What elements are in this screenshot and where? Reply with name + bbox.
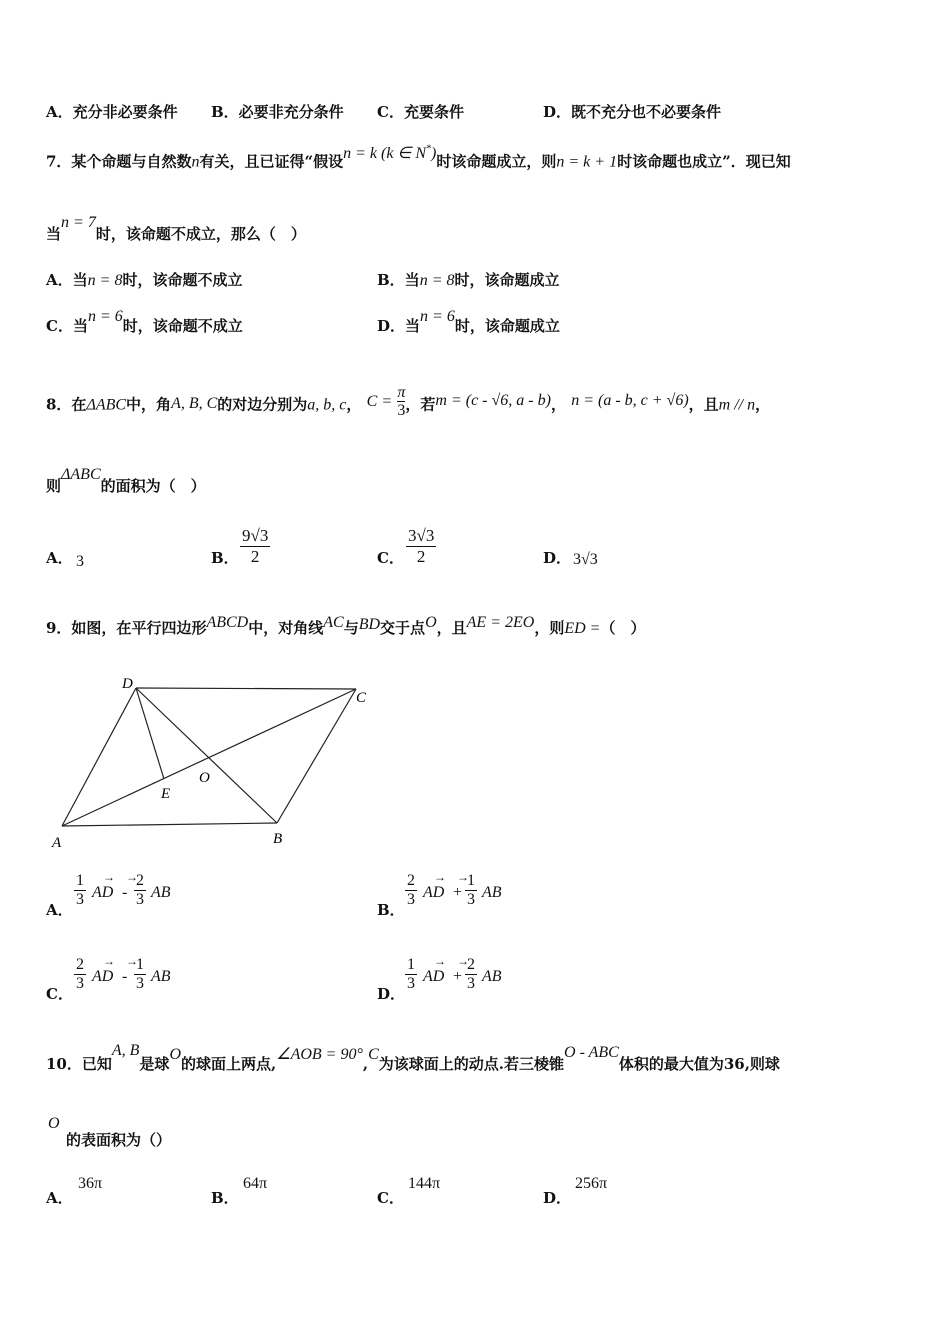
q7-option-a: A．当n = 8时，该命题不成立 [46,271,243,289]
q7-assumption: n = k (k ∈ N*) [343,144,437,163]
q8-pi-over-3: $\frac{\pi}{3}$ [397,384,406,419]
q7-text: 时该命题也成立”．现已知 [617,152,791,171]
q7-n: n [191,153,200,171]
coef-2: $\frac{2}{3}$ [467,956,475,992]
vector-ab: → AB [126,870,171,901]
q10-option-c: C． [377,1189,404,1207]
q7-option-b: B．当n = 8时，该命题成立 [377,271,560,289]
q7-text: 有关，且已证得“假设 [199,152,344,171]
q8-stem-line2: 则ΔABC的面积为（ ） [46,466,206,495]
q7-next: n = k + 1 [556,153,618,171]
q10-stem-line2: O 的表面积为（） [48,1115,172,1149]
vector-ad: → AD [92,954,115,985]
label-b: B [273,831,283,847]
q6-option-a: A．充分非必要条件 [46,103,178,121]
q10-option-b: B． [211,1189,239,1207]
operator: - [122,968,128,985]
q8-option-c-fraction: $\frac{3√3}{2}$ [408,526,435,566]
q9-stem: 9．如图，在平行四边形ABCD中，对角线AC与BD交于点O，且AE = 2EO，则ED =（ ） [46,614,646,637]
q10-option-d: D． [543,1189,572,1207]
vector-ad: → AD [423,870,446,901]
vector-ab: → AB [457,870,502,901]
option-label: D． [377,985,406,1003]
option-label: C． [46,985,73,1003]
coef-1: $\frac{1}{3}$ [76,872,84,908]
coef-2: $\frac{1}{3}$ [136,956,144,992]
coef-1: $\frac{1}{3}$ [407,956,415,992]
q10-option-c-value: 144π [408,1175,441,1192]
operator: + [453,884,463,901]
q6-option-c: C．充要条件 [377,103,464,121]
q8-vector-n: n = (a - b, c + √6) [571,391,689,409]
label-d: D [122,676,133,692]
q8-option-b: B． [211,549,239,567]
q8-triangle: ΔABC [86,396,127,414]
q7-stem-line2: 当n = 7时，该命题不成立，那么（ ） [46,214,306,243]
q7-text: 7．某个命题与自然数 [46,152,192,171]
coef-2: $\frac{2}{3}$ [136,872,144,908]
q7-n7: n = 7 [61,214,96,231]
q7-stem-line1 [46,144,791,172]
label-o: O [199,770,210,786]
q6-option-b: B．必要非充分条件 [211,103,344,121]
operator: + [453,968,463,985]
q8-stem-line1: 8．在ΔABC中，角A, B, C的对边分别为a, b, c， C = $\frac{\pi}{3}$ ，若m = (c - √6, a - b)， n = (a - b, c + √6)，且m // n， [46,384,771,419]
label-a: A [52,835,62,851]
q8-option-d: D． [543,549,572,567]
q6-option-d: D．既不充分也不必要条件 [543,103,722,121]
option-label: A． [46,901,73,919]
q8-option-a-value: 3 [76,553,84,570]
operator: - [122,884,128,901]
vector-ad: → AD [92,870,115,901]
vector-ad: → AD [423,954,446,985]
q8-vector-m: m = (c - √6, a - b) [435,391,551,409]
q8-sides: a, b, c [307,396,347,414]
coef-1: $\frac{2}{3}$ [76,956,84,992]
q8-parallel: m // n [718,396,756,414]
vector-ab: → AB [457,954,502,985]
q8-triangle2: ΔABC [61,466,101,483]
q8-option-d-value: 3√3 [573,551,598,568]
q7-option-d: D．当n = 6时，该命题成立 [377,308,560,335]
label-e: E [161,786,171,802]
label-c: C [356,690,367,706]
q10-option-d-value: 256π [575,1175,608,1192]
q7-option-c: C．当n = 6时，该命题不成立 [46,308,243,335]
coef-2: $\frac{1}{3}$ [467,872,475,908]
q8-option-b-fraction: $\frac{9√3}{2}$ [242,526,269,566]
vector-ab: → AB [126,954,171,985]
coef-1: $\frac{2}{3}$ [407,872,415,908]
q8-c-eq: C = [366,392,393,410]
q8-option-a: A． [46,549,73,567]
q9-parallelogram-figure [40,670,380,855]
q10-option-a-value: 36π [78,1175,103,1192]
q10-option-b-value: 64π [243,1175,268,1192]
q8-angles: A, B, C [171,394,218,412]
option-label: B． [377,901,405,919]
q7-text: 时该命题成立，则 [436,152,557,171]
q8-option-c: C． [377,549,404,567]
q10-option-a: A． [46,1189,73,1207]
q10-stem-line1: 10．已知A, B是球O的球面上两点,∠AOB = 90°,C为该球面上的动点.若三棱锥O - ABC体积的最大值为36,则球 [46,1042,780,1073]
